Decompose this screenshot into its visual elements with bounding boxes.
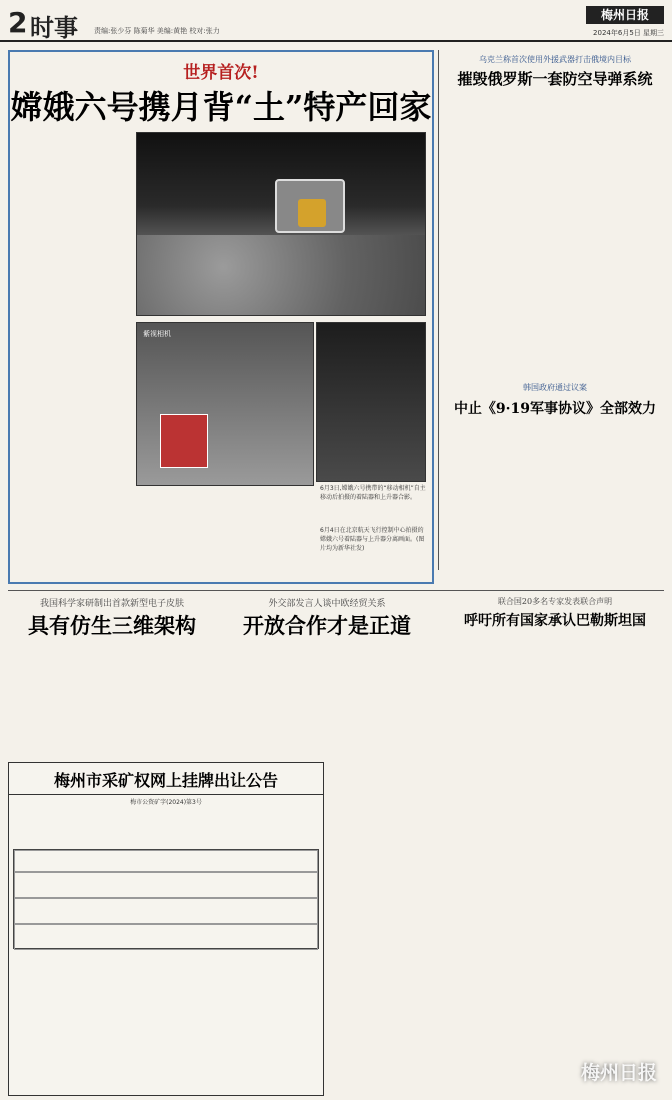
korea-kicker: 韩国政府通过议案 — [523, 383, 587, 392]
ukraine-headline: 摧毁俄罗斯一套防空导弹系统 — [457, 70, 653, 88]
table-row — [14, 898, 318, 924]
korea-headline: 中止《9·19军事协议》全部效力 — [453, 401, 657, 417]
flag-image — [160, 414, 208, 468]
page-number: 2 — [8, 6, 28, 39]
palestine-headline: 呼吁所有国家承认巴勒斯坦国 — [464, 613, 646, 629]
table-row — [14, 872, 318, 898]
lead-headline: 嫦娥六号携月背“土”特产回家 — [10, 88, 432, 126]
lunar-photo — [136, 132, 426, 316]
lead-kicker: 世界首次! — [183, 63, 259, 83]
korea-story — [444, 378, 666, 578]
issue-date: 2024年6月5日 星期三 — [593, 29, 664, 37]
notice-subtitle: 梅市公资矿字(2024)第3号 — [130, 799, 202, 806]
palestine-kicker: 联合国20多名专家发表联合声明 — [497, 597, 613, 606]
lander-photo — [136, 322, 314, 486]
science-body — [8, 644, 216, 756]
notice-title: 梅州市采矿权网上挂牌出让公告 — [9, 767, 323, 795]
lead-body-bottom — [136, 490, 314, 572]
diplomacy-kicker: 外交部发言人谈中欧经贸关系 — [268, 599, 386, 609]
palestine-story — [444, 596, 666, 756]
korea-body-a — [448, 426, 552, 576]
notice-box — [8, 762, 324, 1096]
lunar-surface — [137, 235, 425, 315]
masthead-logo: 梅州日报 — [586, 6, 664, 24]
foil-module — [298, 199, 326, 227]
ukraine-body-b — [560, 94, 664, 364]
section-title: 时事 — [30, 14, 78, 42]
ukraine-kicker: 乌克兰称首次使用外援武器打击俄境内目标 — [479, 55, 631, 64]
watermark-logo: 梅州日报 — [580, 1062, 657, 1084]
lead-body-left — [18, 138, 128, 568]
lead-caption-2: 6月4日在北京航天飞行控制中心拍摄的嫦娥六号着陆器与上升器分离画面。(图片均为新华社发) — [320, 527, 425, 552]
palestine-body — [444, 636, 666, 756]
ukraine-body-a — [448, 94, 552, 364]
notice-table — [13, 849, 319, 949]
editors-line: 责编:张少芬 陈菊华 美编:黄艳 校对:张力 — [94, 27, 220, 35]
photo-label: 紫视相机 — [143, 330, 171, 338]
diplomacy-headline: 开放合作才是正道 — [243, 613, 411, 638]
notice-intro — [15, 809, 317, 847]
notice-body — [15, 955, 317, 1093]
column-divider — [438, 50, 439, 570]
page-header — [0, 0, 672, 42]
science-story — [8, 596, 216, 756]
separation-photo — [316, 322, 426, 482]
science-kicker: 我国科学家研制出首款新型电子皮肤 — [39, 599, 184, 609]
ukraine-story — [444, 50, 666, 366]
notice-continued — [330, 762, 664, 1096]
korea-body-b — [560, 426, 664, 576]
science-headline: 具有仿生三维架构 — [28, 613, 196, 638]
lead-caption: 6月3日,嫦娥六号携带的“移动相机”自主移动后拍摄的着陆器和上升器合影。 — [320, 485, 426, 501]
horizontal-divider — [8, 590, 664, 591]
table-row — [14, 924, 318, 950]
lead-story — [8, 50, 434, 584]
table-row — [14, 850, 318, 872]
